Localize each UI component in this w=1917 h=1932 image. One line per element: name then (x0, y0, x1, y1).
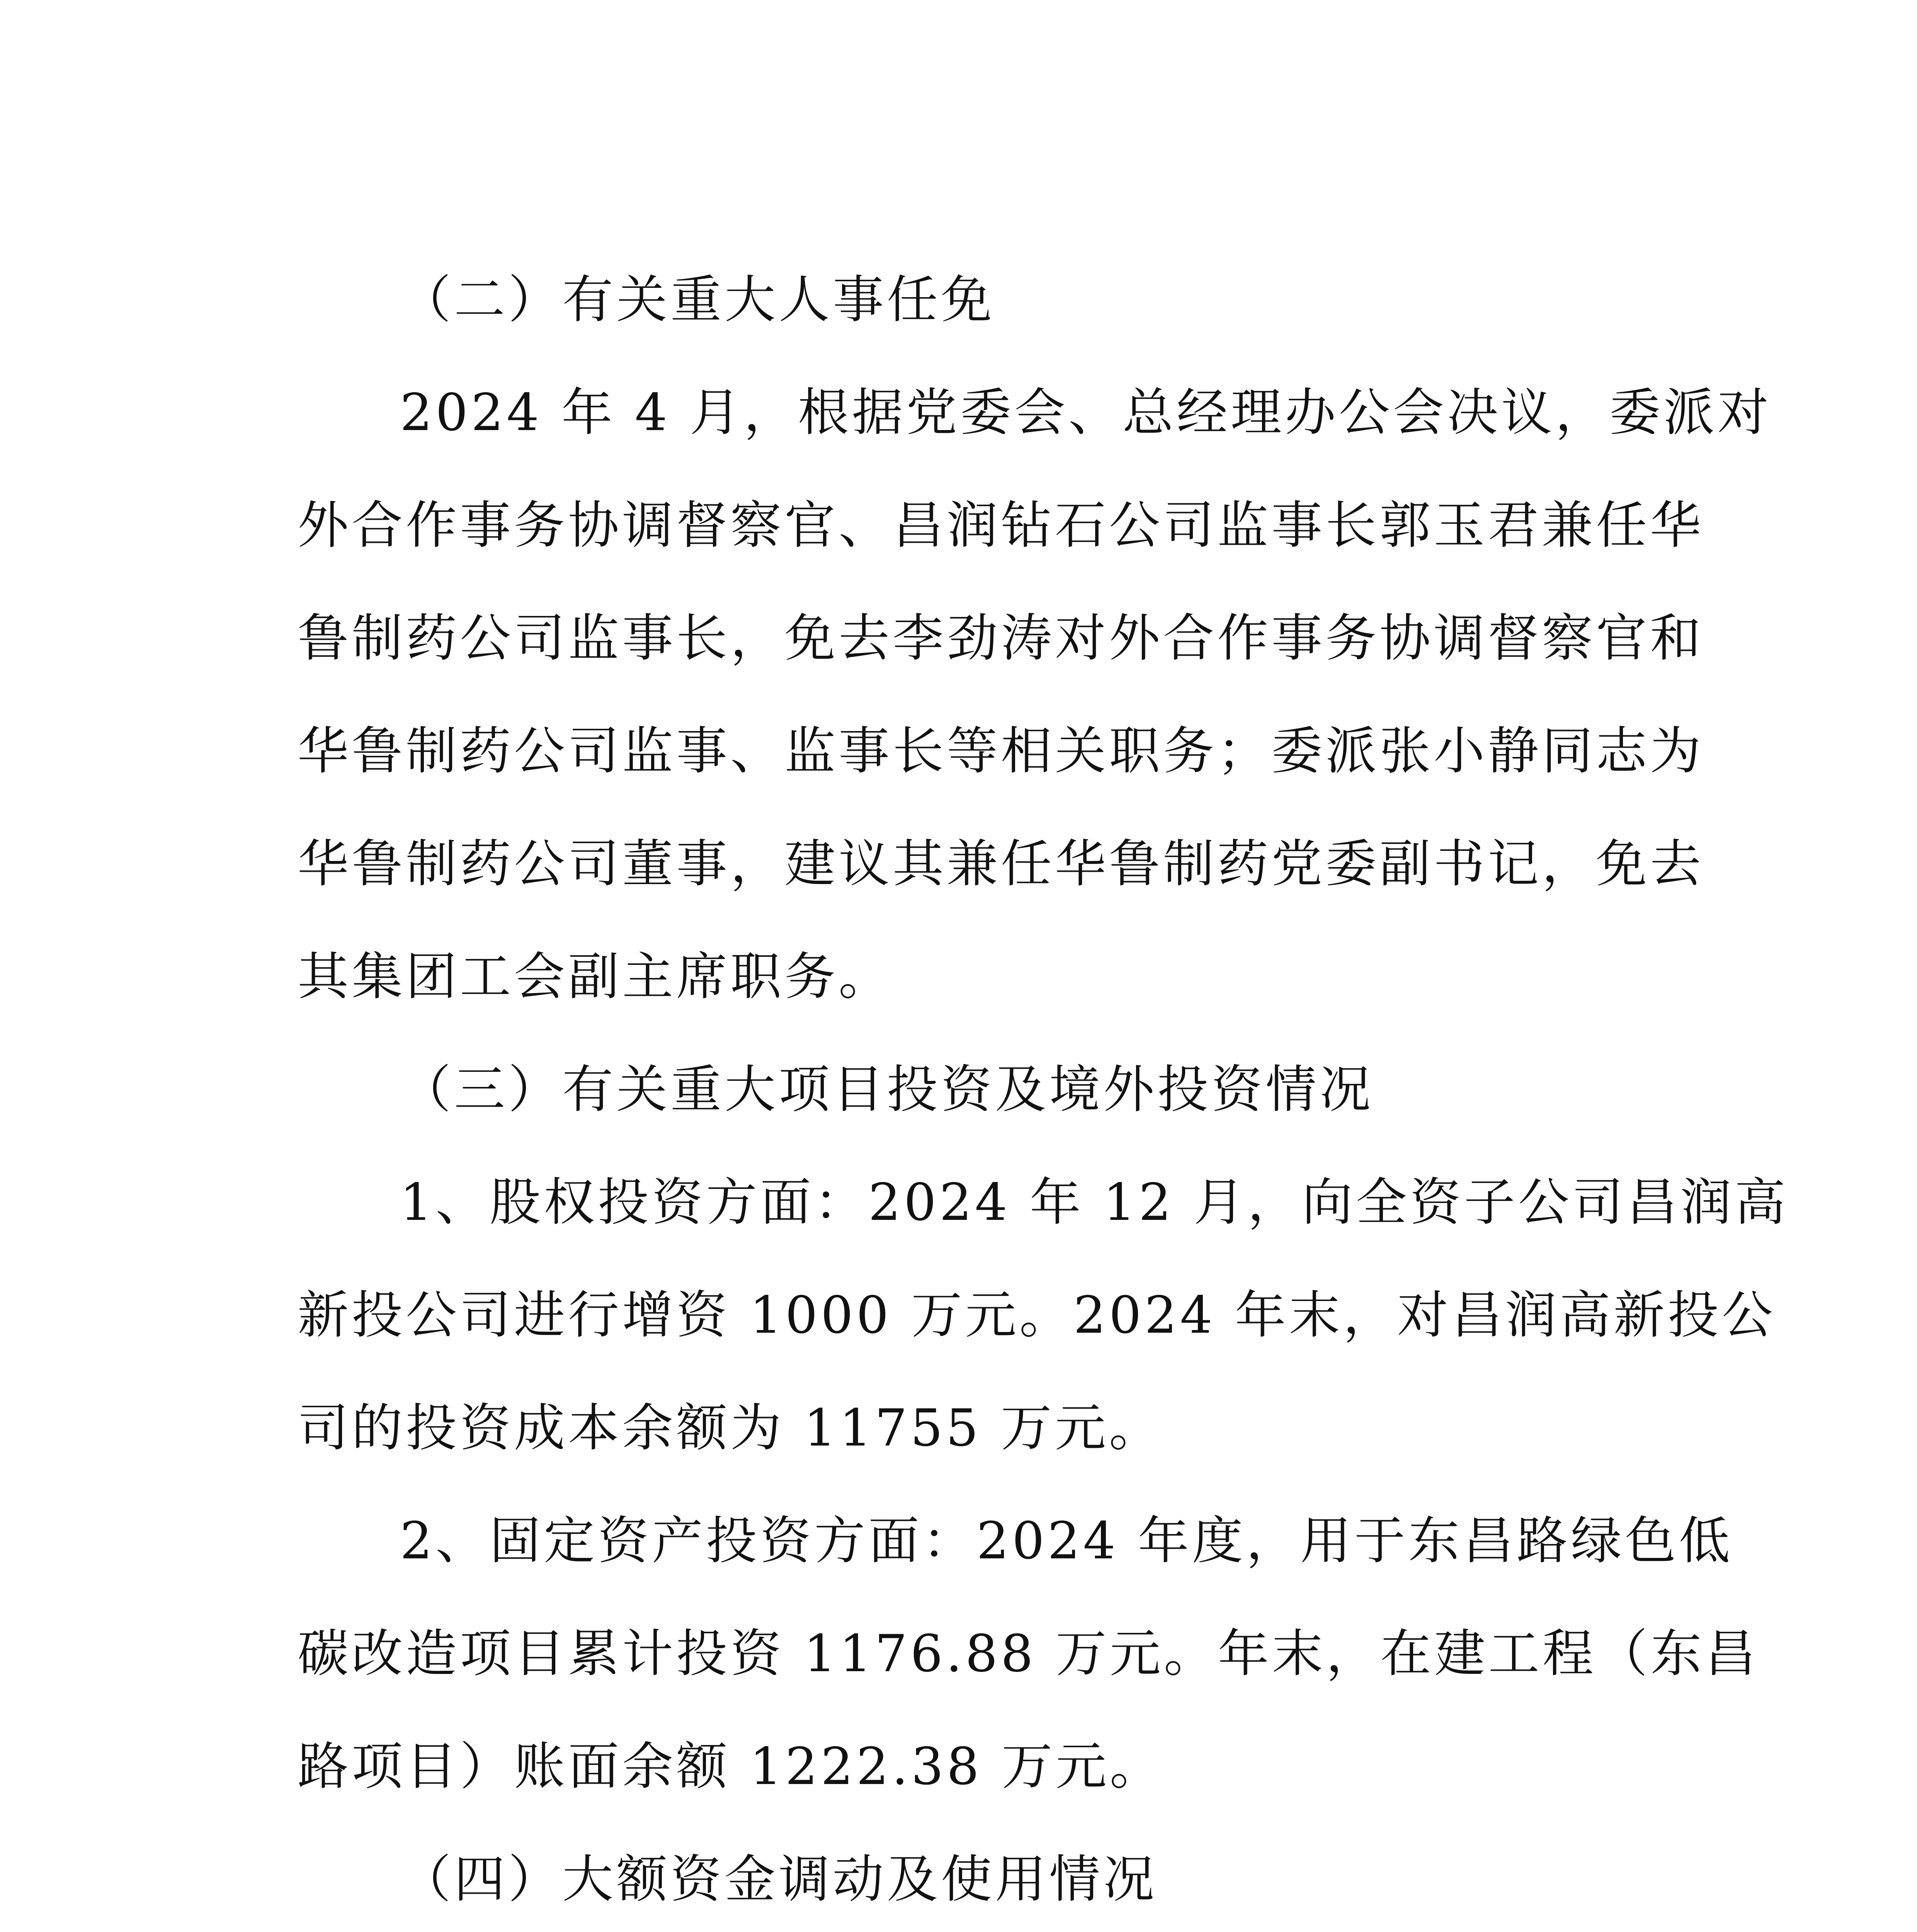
paragraph-line: 鲁制药公司监事长，免去李劲涛对外合作事务协调督察官和 (298, 609, 1704, 668)
heading-line: （四）大额资金调动及使用情况 (400, 1850, 1157, 1909)
paragraph-line: 2、固定资产投资方面：2024 年度，用于东昌路绿色低 (400, 1511, 1733, 1571)
paragraph-line: 外合作事务协调督察官、昌润钻石公司监事长郭玉君兼任华 (298, 496, 1704, 555)
paragraph-line: 司的投资成本余额为 11755 万元。 (298, 1398, 1163, 1458)
heading-line: （二）有关重大人事任免 (400, 270, 995, 330)
heading-line: （三）有关重大项目投资及境外投资情况 (400, 1060, 1374, 1119)
paragraph-line: 新投公司进行增资 1000 万元。2024 年末，对昌润高新投公 (298, 1286, 1776, 1345)
paragraph-line: 路项目）账面余额 1222.38 万元。 (298, 1737, 1164, 1796)
paragraph-line: 2024 年 4 月，根据党委会、总经理办公会决议，委派对 (400, 383, 1772, 442)
paragraph-line: 碳改造项目累计投资 1176.88 万元。年末，在建工程（东昌 (298, 1624, 1759, 1684)
paragraph-line: 1、股权投资方面：2024 年 12 月，向全资子公司昌润高 (400, 1173, 1789, 1232)
paragraph-line: 华鲁制药公司监事、监事长等相关职务；委派张小静同志为 (298, 721, 1704, 781)
paragraph-line: 华鲁制药公司董事，建议其兼任华鲁制药党委副书记，免去 (298, 834, 1704, 894)
document-body (298, 243, 1789, 1932)
paragraph-line: 其集团工会副主席职务。 (298, 947, 893, 1007)
